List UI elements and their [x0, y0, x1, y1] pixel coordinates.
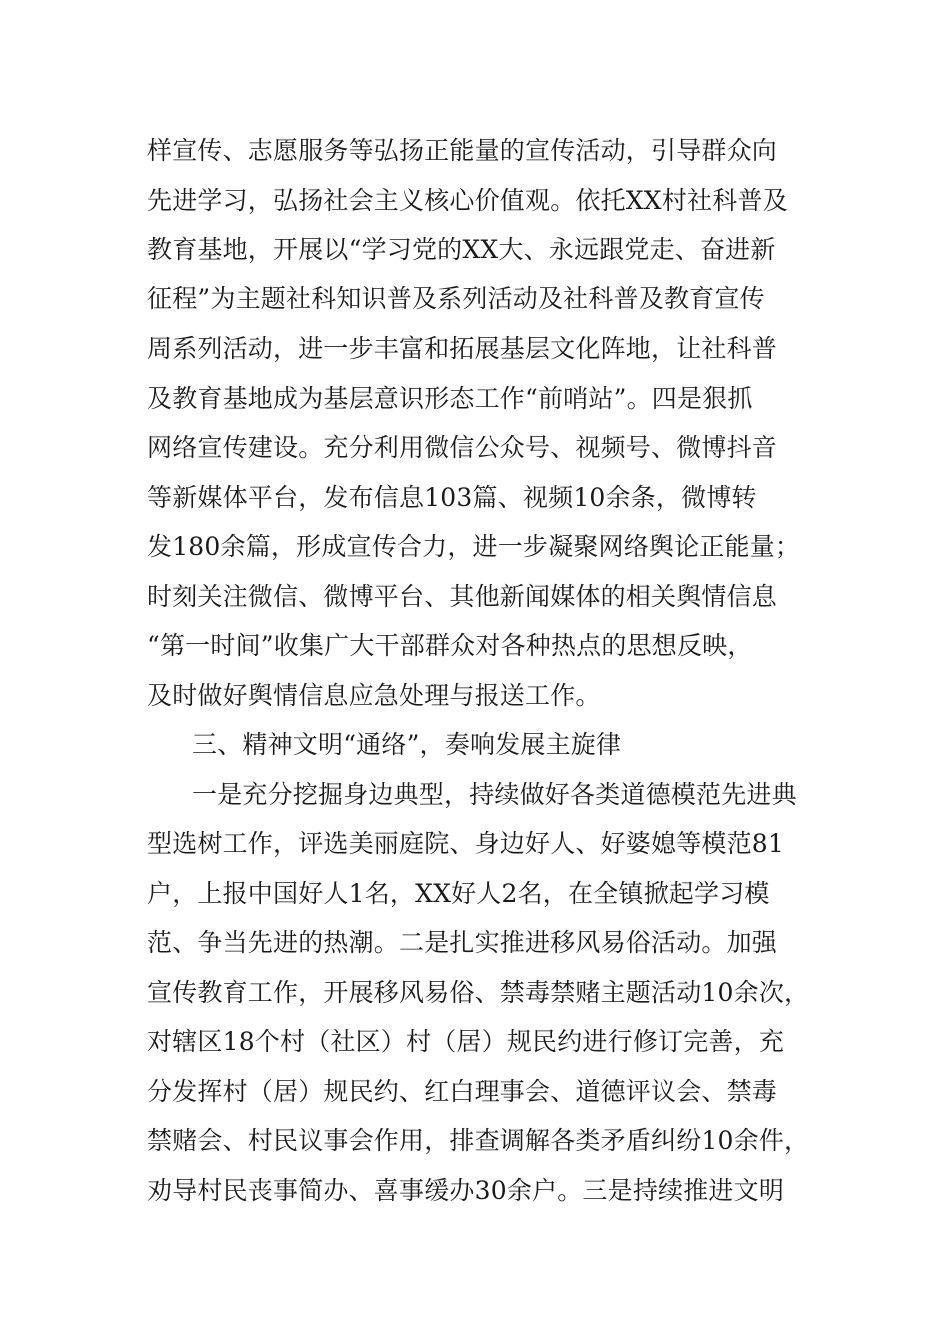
- text-line: 等新媒体平台，发布信息103篇、视频10余条，微博转: [147, 483, 757, 512]
- text-line: 时刻关注微信、微博平台、其他新闻媒体的相关舆情信息: [147, 582, 778, 611]
- text-line: 征程”为主题社科知识普及系列活动及社科普及教育宣传: [147, 284, 765, 313]
- text-line: 样宣传、志愿服务等弘扬正能量的宣传活动，引导群众向: [147, 136, 778, 165]
- text-line: 型选树工作，评选美丽庭院、身边好人、好婆媳等模范81: [147, 829, 785, 858]
- text-line: 网络宣传建设。充分利用微信公众号、视频号、微博抖音: [147, 433, 778, 462]
- text-line: 周系列活动，进一步丰富和拓展基层文化阵地，让社科普: [147, 334, 778, 363]
- text-line: 先进学习，弘扬社会主义核心价值观。依托XX村社科普及: [147, 186, 788, 215]
- text-line: 对辖区18个村（社区）村（居）规民约进行修订完善，充: [147, 1027, 785, 1056]
- text-line: 分发挥村（居）规民约、红白理事会、道德评议会、禁毒: [147, 1077, 778, 1106]
- text-line: 及教育基地成为基层意识形态工作“前哨站”。四是狠抓: [147, 384, 753, 413]
- text-line: 教育基地，开展以“学习党的XX大、永远跟党走、奋进新: [147, 235, 776, 264]
- text-line: 一是充分挖掘身边典型，持续做好各类道德模范先进典: [192, 780, 797, 809]
- text-line: 劝导村民丧事简办、喜事缓办30余户。三是持续推进文明: [147, 1176, 785, 1205]
- text-line: 禁赌会、村民议事会作用，排查调解各类矛盾纠纷10余件，: [147, 1126, 810, 1155]
- text-line: 户，上报中国好人1名，XX好人2名，在全镇掀起学习模: [147, 879, 770, 908]
- text-line: 及时做好舆情信息应急处理与报送工作。: [147, 681, 601, 710]
- text-line: 宣传教育工作，开展移风易俗、禁毒禁赌主题活动10余次，: [147, 978, 810, 1007]
- text-line: 范、争当先进的热潮。二是扎实推进移风易俗活动。加强: [147, 928, 778, 957]
- section-heading: 三、精神文明“通络”，奏响发展主旋律: [192, 730, 622, 759]
- text-line: 发180余篇，形成宣传合力，进一步凝聚网络舆论正能量；: [147, 532, 801, 561]
- text-line: “第一时间”收集广大干部群众对各种热点的思想反映，: [147, 631, 753, 660]
